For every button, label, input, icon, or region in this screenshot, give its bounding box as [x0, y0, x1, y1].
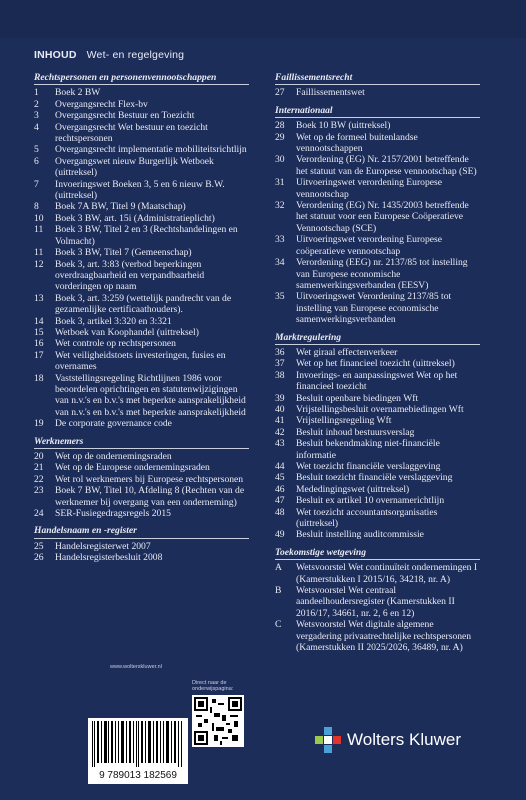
- toc-item-text: Vrijstellingsregeling Wft: [296, 415, 392, 427]
- toc-item-text: Besluit toezicht financiële verslaggeving: [296, 472, 453, 484]
- toc-item-number: 39: [275, 392, 285, 404]
- toc-item: [275, 507, 480, 530]
- toc-item: [34, 247, 249, 258]
- toc-item-number: 18: [34, 372, 44, 384]
- toc-item-number: 16: [34, 338, 44, 350]
- toc-item-text: Boek 3, art. 3:83 (verbod beperkingen overdraagbaarheid en verpandbaarheid vorderingen op naam: [55, 258, 205, 293]
- toc-item: [275, 87, 480, 98]
- toc-item-number: 22: [34, 473, 44, 485]
- toc-item-text: Boek 3, artikel 3:320 en 3:321: [55, 315, 172, 327]
- toc-item-number: 14: [34, 315, 44, 327]
- toc-item-number: 25: [34, 540, 44, 552]
- contents-label: INHOUD: [34, 49, 77, 61]
- toc-item-text: Overgangsrecht Flex-bv: [55, 98, 148, 110]
- toc-item-text: Boek 7A BW, Titel 9 (Maatschap): [55, 201, 186, 213]
- toc-item-number: 29: [275, 131, 285, 143]
- toc-item: [34, 327, 249, 338]
- toc-item: [34, 156, 249, 179]
- toc-item: [275, 529, 480, 540]
- toc-item-text: Wet op de Europese ondernemingsraden: [55, 462, 210, 474]
- section-title: Marktregulering: [275, 332, 480, 345]
- toc-item: [275, 370, 480, 393]
- toc-item-number: 30: [275, 154, 285, 166]
- toc-item-text: Uitvoeringswet verordening Europese vennootschap: [296, 177, 442, 200]
- barcode: [88, 718, 188, 770]
- toc-item: [275, 461, 480, 472]
- contents-header: [34, 49, 184, 61]
- toc-item-number: 48: [275, 506, 285, 518]
- top-band: [0, 0, 526, 38]
- toc-item-number: 11: [34, 247, 44, 259]
- toc-item-text: Wet op de formeel buitenlandse vennootschappen: [296, 131, 418, 155]
- toc-item: [34, 508, 249, 519]
- toc-item-number: 47: [275, 495, 285, 507]
- toc-item-text: De corporate governance code: [55, 418, 172, 430]
- toc-item-text: Overgangsrecht implementatie mobiliteitsrichtlijn: [55, 144, 247, 156]
- toc-item-number: 37: [275, 358, 285, 370]
- section-title: Werknemers: [34, 436, 249, 449]
- toc-item: [34, 179, 249, 202]
- toc-item: [275, 438, 480, 461]
- toc-item-text: Wetsvoorstel Wet continuïteit ondernemingen I (Kamerstukken I 2015/16, 34218, nr. A): [296, 562, 478, 585]
- toc-item-number: 2: [34, 98, 39, 110]
- toc-section: [34, 525, 249, 563]
- toc-item-number: A: [275, 562, 282, 574]
- toc-item: [275, 154, 480, 177]
- toc-item-number: 44: [275, 461, 285, 472]
- toc-item-text: Wet op het financieel toezicht (uittreksel): [296, 358, 455, 370]
- toc-item: [34, 373, 249, 419]
- toc-item-number: 49: [275, 529, 285, 541]
- toc-item: [34, 201, 249, 212]
- toc-item: [275, 562, 480, 585]
- toc-item-text: Boek 3 BW, Titel 7 (Gemeenschap): [55, 247, 192, 259]
- toc-item-number: 3: [34, 110, 39, 122]
- toc-item-number: 4: [34, 121, 39, 133]
- toc-item-text: SER-Fusiegedragsregels 2015: [55, 508, 171, 520]
- toc-item-number: 23: [34, 485, 44, 497]
- toc-item-text: Wet op de ondernemingsraden: [55, 451, 172, 462]
- toc-item-number: 26: [34, 552, 44, 564]
- toc-item-number: 1: [34, 87, 39, 99]
- toc-item-number: 19: [34, 418, 44, 430]
- toc-item: [275, 177, 480, 200]
- toc-item: [275, 291, 480, 325]
- toc-item-text: Boek 3 BW, Titel 2 en 3 (Rechtshandelingen en Volmacht): [55, 224, 238, 247]
- toc-item-number: 8: [34, 201, 39, 213]
- toc-item-text: Wet toezicht financiële verslaggeving: [296, 461, 441, 472]
- toc-item-number: 6: [34, 155, 39, 167]
- toc-item-number: 36: [275, 346, 285, 358]
- toc-item-text: Handelsregisterbesluit 2008: [55, 552, 163, 564]
- toc-item-text: Vrijstellingsbesluit overnamebiedingen Wft: [296, 403, 464, 415]
- toc-item-text: Boek 3, art. 3:259 (wettelijk pandrecht van de gezamenlijke certificaathouders).: [55, 292, 232, 316]
- barcode-graphic: [92, 721, 184, 767]
- toc-item-text: Besluit openbare biedingen Wft: [296, 392, 419, 404]
- toc-item: [34, 224, 249, 247]
- toc-item: [275, 484, 480, 495]
- toc-item: [275, 347, 480, 358]
- toc-item: [275, 472, 480, 483]
- toc-item-text: Wet giraal effectenverkeer: [296, 346, 398, 358]
- section-title: Faillissementsrecht: [275, 72, 480, 85]
- left-column: [34, 72, 249, 570]
- right-column: [275, 72, 480, 660]
- section-title: Toekomstige wetgeving: [275, 547, 480, 560]
- toc-item-number: 43: [275, 438, 285, 450]
- toc-item: [34, 316, 249, 327]
- toc-item-text: Wet controle op rechtspersonen: [55, 338, 176, 350]
- toc-item-text: Wetsvoorstel Wet digitale algemene vergadering privaatrechtelijke rechtspersonen (Kamerstukken II 2025/2026, 36489, nr. A): [296, 619, 472, 654]
- toc-item-text: Invoerings- en aanpassingswet Wet op het financieel toezicht: [296, 369, 458, 393]
- toc-item-text: Wet toezicht accountantsorganisaties (uittreksel): [296, 506, 438, 530]
- toc-item: [275, 585, 480, 619]
- toc-item: [275, 132, 480, 155]
- toc-item-text: Verordening (EEG) nr. 2137/85 tot instelling van Europese economische samenwerkingsverbanden (EESV): [296, 257, 468, 291]
- toc-item-text: Boek 10 BW (uittreksel): [296, 120, 391, 132]
- toc-section: [34, 436, 249, 520]
- toc-item-number: 5: [34, 144, 39, 156]
- toc-item: [275, 234, 480, 257]
- toc-item-text: Faillissementswet: [296, 87, 365, 99]
- toc-item-number: 21: [34, 462, 44, 474]
- toc-item: [34, 541, 249, 552]
- toc-item-number: 28: [275, 120, 285, 132]
- toc-item: [275, 200, 480, 234]
- toc-item-number: 38: [275, 369, 285, 381]
- toc-item-text: Besluit ex artikel 10 overnamerichtlijn: [296, 495, 445, 507]
- toc-item-text: Wet rol werknemers bij Europese rechtspersonen: [55, 473, 244, 485]
- toc-item-text: Wet veiligheidstoets investeringen, fusies en overnames: [55, 349, 226, 373]
- toc-item-number: C: [275, 619, 282, 631]
- toc-item: [275, 120, 480, 131]
- toc-section: [275, 105, 480, 326]
- wolters-kluwer-logo: [315, 727, 461, 753]
- toc-item-text: Besluit instelling auditcommissie: [296, 529, 424, 541]
- toc-item-text: Boek 2 BW: [55, 87, 101, 99]
- toc-item-text: Boek 3 BW, art. 15i (Administratieplicht): [55, 212, 215, 224]
- toc-item-number: 13: [34, 292, 44, 304]
- toc-item: [34, 213, 249, 224]
- toc-section: [275, 72, 480, 99]
- toc-item-number: 46: [275, 483, 285, 495]
- toc-item-text: Besluit bekendmaking niet-financiële informatie: [296, 438, 440, 461]
- toc-item: [275, 404, 480, 415]
- toc-item-text: Wetboek van Koophandel (uittreksel): [55, 326, 199, 338]
- toc-item-number: 32: [275, 200, 285, 212]
- section-title: Rechtspersonen en personenvennootschappen: [34, 72, 249, 85]
- toc-item-number: 34: [275, 257, 285, 269]
- toc-item: [34, 474, 249, 485]
- toc-item-number: 33: [275, 234, 285, 246]
- toc-item-text: Boek 7 BW, Titel 10, Afdeling 8 (Rechten van de werknemer bij overgang van een onderneming): [55, 485, 245, 508]
- toc-item-text: Invoeringswet Boeken 3, 5 en 6 nieuw B.W. (uittreksel): [55, 178, 225, 202]
- toc-item: [34, 122, 249, 145]
- toc-item-text: Overgangsrecht Wet bestuur en toezicht rechtspersonen: [55, 121, 208, 145]
- toc-item: [34, 462, 249, 473]
- toc-item-text: Verordening (EG) Nr. 1435/2003 betreffende het statuut voor een Europese Coöperatieve Vennootschap (SCE): [296, 200, 469, 234]
- toc-item-number: 41: [275, 415, 285, 427]
- toc-item: [34, 110, 249, 121]
- toc-item-number: 45: [275, 472, 285, 484]
- toc-item-text: Uitvoeringswet Verordening 2137/85 tot instelling van Europese economische samenwerkingsverbanden: [296, 291, 452, 326]
- toc-item: [275, 495, 480, 506]
- toc-item-text: Vaststellingsregeling Richtlijnen 1986 voor beoordelen oprichtingen en statutenwijzigingen van n.v.'s en b.v.'s met beperkte aansprakelijkheid van n.v.'s en b.v.'s met beperkte aansprakelijkheid: [55, 372, 246, 418]
- toc-item-text: Overgangsrecht Bestuur en Toezicht: [55, 110, 195, 122]
- toc-item-number: 10: [34, 212, 44, 224]
- toc-item-number: 24: [34, 508, 44, 520]
- qr-code-graphic: [194, 697, 242, 745]
- toc-item-text: Overgangswet nieuw Burgerlijk Wetboek (uittreksel): [55, 155, 214, 179]
- toc-item-text: Wetsvoorstel Wet centraal aandeelhoudersregister (Kamerstukken II 2016/17, 34661, nr. 2, 6 en 12): [296, 585, 455, 619]
- toc-item-text: Verordening (EG) Nr. 2157/2001 betreffende het statuut van de Europese vennootschap (SE): [296, 154, 477, 177]
- toc-item: [34, 350, 249, 373]
- toc-item: [34, 485, 249, 508]
- toc-item-number: 12: [34, 258, 44, 270]
- toc-item-number: 31: [275, 177, 285, 189]
- toc-item: [34, 293, 249, 316]
- toc-item: [34, 259, 249, 293]
- section-title: Handelsnaam en -register: [34, 525, 249, 538]
- toc-item-text: Uitvoeringswet verordening Europese coöperatieve vennootschap: [296, 234, 442, 257]
- toc-item-number: B: [275, 585, 282, 597]
- toc-item: [275, 427, 480, 438]
- direct-label: Direct naar de onderwijspagina:: [192, 680, 234, 693]
- toc-item: [275, 393, 480, 404]
- toc-item-number: 40: [275, 403, 285, 415]
- toc-item-number: 15: [34, 326, 44, 338]
- toc-item-number: 17: [34, 349, 44, 361]
- isbn-number: 9 789013 182569: [88, 770, 188, 784]
- toc-item-number: 20: [34, 451, 44, 462]
- website-url: www.wolterskluwer.nl: [110, 664, 162, 670]
- logo-icon: [315, 727, 341, 753]
- contents-subtitle: Wet- en regelgeving: [86, 49, 185, 61]
- toc-item-text: Mededingingswet (uittreksel): [296, 483, 410, 495]
- toc-item: [34, 338, 249, 349]
- toc-section: [34, 72, 249, 430]
- toc-item-number: 27: [275, 87, 285, 99]
- toc-item-number: 11: [34, 224, 44, 236]
- toc-item: [275, 619, 480, 653]
- section-title: Internationaal: [275, 105, 480, 118]
- toc-section: [275, 547, 480, 654]
- toc-item: [34, 418, 249, 429]
- toc-item-number: 42: [275, 426, 285, 438]
- toc-item: [275, 415, 480, 426]
- toc-item-text: Besluit inhoud bestuursverslag: [296, 426, 415, 438]
- toc-item-number: 7: [34, 178, 39, 190]
- toc-item: [34, 552, 249, 563]
- toc-section: [275, 332, 480, 541]
- qr-code: [192, 695, 244, 747]
- toc-item: [275, 257, 480, 291]
- toc-item-text: Handelsregisterwet 2007: [55, 540, 151, 552]
- toc-item: [275, 358, 480, 369]
- toc-item: [34, 144, 249, 155]
- toc-item-number: 35: [275, 291, 285, 303]
- brand-name: Wolters Kluwer: [347, 730, 461, 749]
- toc-item: [34, 451, 249, 462]
- toc-item: [34, 99, 249, 110]
- toc-item: [34, 87, 249, 98]
